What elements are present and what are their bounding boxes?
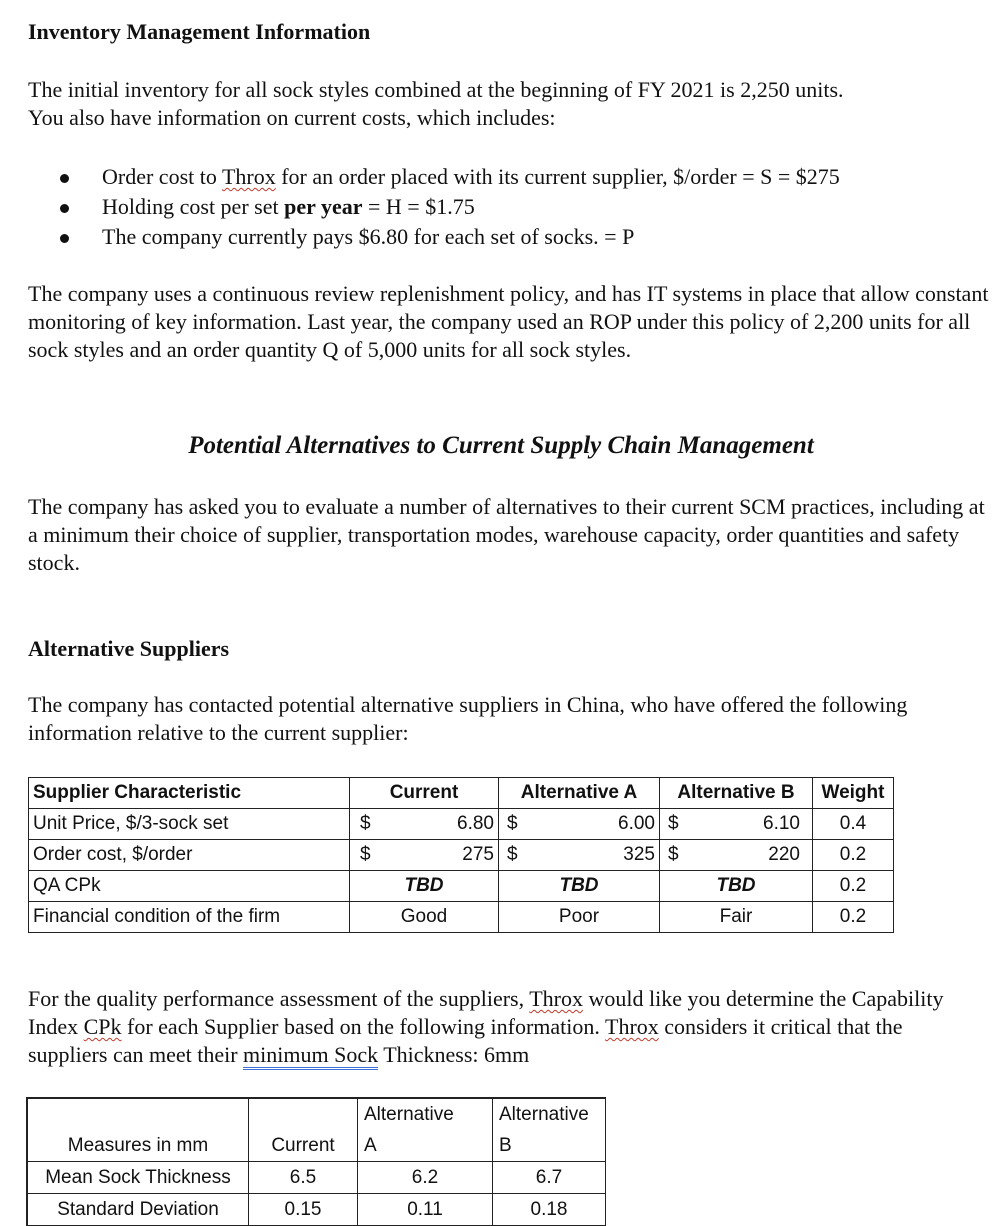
bullet-unit-price: [60, 222, 840, 252]
bullet-order-cost-post: for an order placed with its current supplier, $/order = S = $275: [275, 164, 840, 189]
cell-alt-b-mean: 6.7: [493, 1162, 606, 1194]
row-label-standard-deviation: Standard Deviation: [27, 1194, 249, 1226]
header-top-alternative-a: Alternative: [358, 1098, 493, 1130]
cell-currency: $: [660, 809, 706, 840]
bullet-dot-icon: [60, 204, 69, 213]
cell-alt-a-mean: 6.2: [358, 1162, 493, 1194]
cell-weight-financial: 0.2: [813, 902, 894, 933]
header-top-alternative-b: Alternative: [493, 1098, 606, 1130]
cell-current-qa-cpk: TBD: [350, 871, 499, 902]
bullet-holding-cost-post: = H = $1.75: [362, 194, 475, 219]
header-top-empty: [27, 1098, 249, 1130]
cell-alt-a-financial: Poor: [499, 902, 660, 933]
para5-text-1: For the quality performance assessment of the suppliers,: [28, 986, 530, 1011]
cell-current-mean: 6.5: [249, 1162, 358, 1194]
header-alternative-b: Alternative B: [660, 778, 813, 809]
heading-alternative-suppliers: Alternative Suppliers: [28, 636, 230, 661]
cell-alt-a-qa-cpk: TBD: [499, 871, 660, 902]
bullet-order-cost: [60, 162, 840, 192]
cell-alt-b-order-cost: 220: [706, 840, 813, 871]
row-label-financial-condition: Financial condition of the firm: [29, 902, 350, 933]
para-initial-inventory-line1: The initial inventory for all sock styles combined at the beginning of FY 2021 is 2,250 units.: [28, 77, 844, 102]
cell-currency: $: [350, 809, 403, 840]
para-contacted-suppliers: The company has contacted potential alternative suppliers in China, who have offered the following information relative to the current supplier:: [28, 692, 908, 745]
header-current: Current: [350, 778, 499, 809]
cost-bullet-list: [60, 162, 840, 252]
bullet-holding-cost: [60, 192, 840, 222]
measures-header-top-row: [27, 1098, 606, 1130]
supplier-table-header-row: [29, 778, 894, 809]
heading-inventory-management: Inventory Management Information: [28, 19, 371, 44]
cell-currency: $: [350, 840, 403, 871]
cell-currency: $: [499, 809, 553, 840]
cell-alt-a-std: 0.11: [358, 1194, 493, 1226]
row-label-order-cost: Order cost, $/order: [29, 840, 350, 871]
header-supplier-characteristic: Supplier Characteristic: [29, 778, 350, 809]
cell-currency: $: [499, 840, 553, 871]
para-initial-inventory: [28, 76, 993, 132]
throx-word: Throx: [529, 986, 583, 1011]
table-row: [29, 871, 894, 902]
header-alternative-b-letter: B: [493, 1130, 606, 1162]
row-label-unit-price: Unit Price, $/3-sock set: [29, 809, 350, 840]
header-weight: Weight: [813, 778, 894, 809]
cell-currency: $: [660, 840, 706, 871]
header-measures-in-mm: Measures in mm: [27, 1130, 249, 1162]
bullet-unit-price-text: The company currently pays $6.80 for each set of socks. = P: [102, 224, 635, 249]
measures-header-row: [27, 1130, 606, 1162]
subtitle-potential-alternatives: Potential Alternatives to Current Supply Chain Management: [188, 432, 814, 459]
row-label-qa-cpk: QA CPk: [29, 871, 350, 902]
para5-text-2: would like you determine the Capability Index: [28, 986, 944, 1039]
table-row: [29, 840, 894, 871]
bullet-dot-icon: [60, 174, 69, 183]
supplier-table: [28, 777, 894, 933]
row-label-mean-thickness: Mean Sock Thickness: [27, 1162, 249, 1194]
para-quality-assessment: [28, 985, 978, 1069]
para5-text-3: for each Supplier based on the following information.: [121, 1014, 605, 1039]
cell-alt-b-std: 0.18: [493, 1194, 606, 1226]
para-initial-inventory-line2: You also have information on current costs, which includes:: [28, 105, 556, 130]
bullet-holding-cost-bold: per year: [284, 194, 363, 219]
cell-current-order-cost: 275: [402, 840, 498, 871]
bullet-holding-cost-pre: Holding cost per set: [102, 194, 285, 219]
bullet-dot-icon: [60, 234, 69, 243]
header-alternative-a: Alternative A: [499, 778, 660, 809]
cell-current-std: 0.15: [249, 1194, 358, 1226]
table-row: [27, 1162, 606, 1194]
cell-alt-b-qa-cpk: TBD: [660, 871, 813, 902]
para5-text-5: Thickness: 6mm: [378, 1042, 530, 1067]
cell-alt-b-unit-price: 6.10: [706, 809, 813, 840]
header-alternative-a-letter: A: [358, 1130, 493, 1162]
cell-weight-qa-cpk: 0.2: [813, 871, 894, 902]
cell-weight-unit-price: 0.4: [813, 809, 894, 840]
para5-text-4: considers it critical that the suppliers can meet their: [28, 1014, 903, 1067]
cell-alt-b-financial: Fair: [660, 902, 813, 933]
para-evaluate-alternatives: The company has asked you to evaluate a number of alternatives to their current SCM practices, including at a minimum their choice of supplier, transportation modes, warehouse capacity, order quantities and safety stock.: [28, 494, 985, 575]
header-current: Current: [249, 1130, 358, 1162]
cpk-word: CPk: [83, 1014, 122, 1039]
bullet-order-cost-pre: Order cost to: [102, 164, 222, 189]
throx-word: Throx: [221, 164, 276, 189]
cell-alt-a-order-cost: 325: [553, 840, 660, 871]
table-row: [29, 809, 894, 840]
cell-alt-a-unit-price: 6.00: [553, 809, 660, 840]
table-row: [27, 1194, 606, 1226]
cell-current-unit-price: 6.80: [402, 809, 498, 840]
table-row: [29, 902, 894, 933]
header-top-empty-current: [249, 1098, 358, 1130]
measures-table: [26, 1097, 606, 1226]
cell-current-financial: Good: [350, 902, 499, 933]
para-replenishment-policy: The company uses a continuous review replenishment policy, and has IT systems in place that allow constant monitoring of key information. Last year, the company used an ROP under this policy of 2,200 units for all sock styles and an order quantity Q of 5,000 units for all sock styles.: [28, 281, 989, 362]
minimum-sock-phrase: minimum Sock: [243, 1042, 378, 1070]
throx-word: Throx: [605, 1014, 659, 1039]
cell-weight-order-cost: 0.2: [813, 840, 894, 871]
